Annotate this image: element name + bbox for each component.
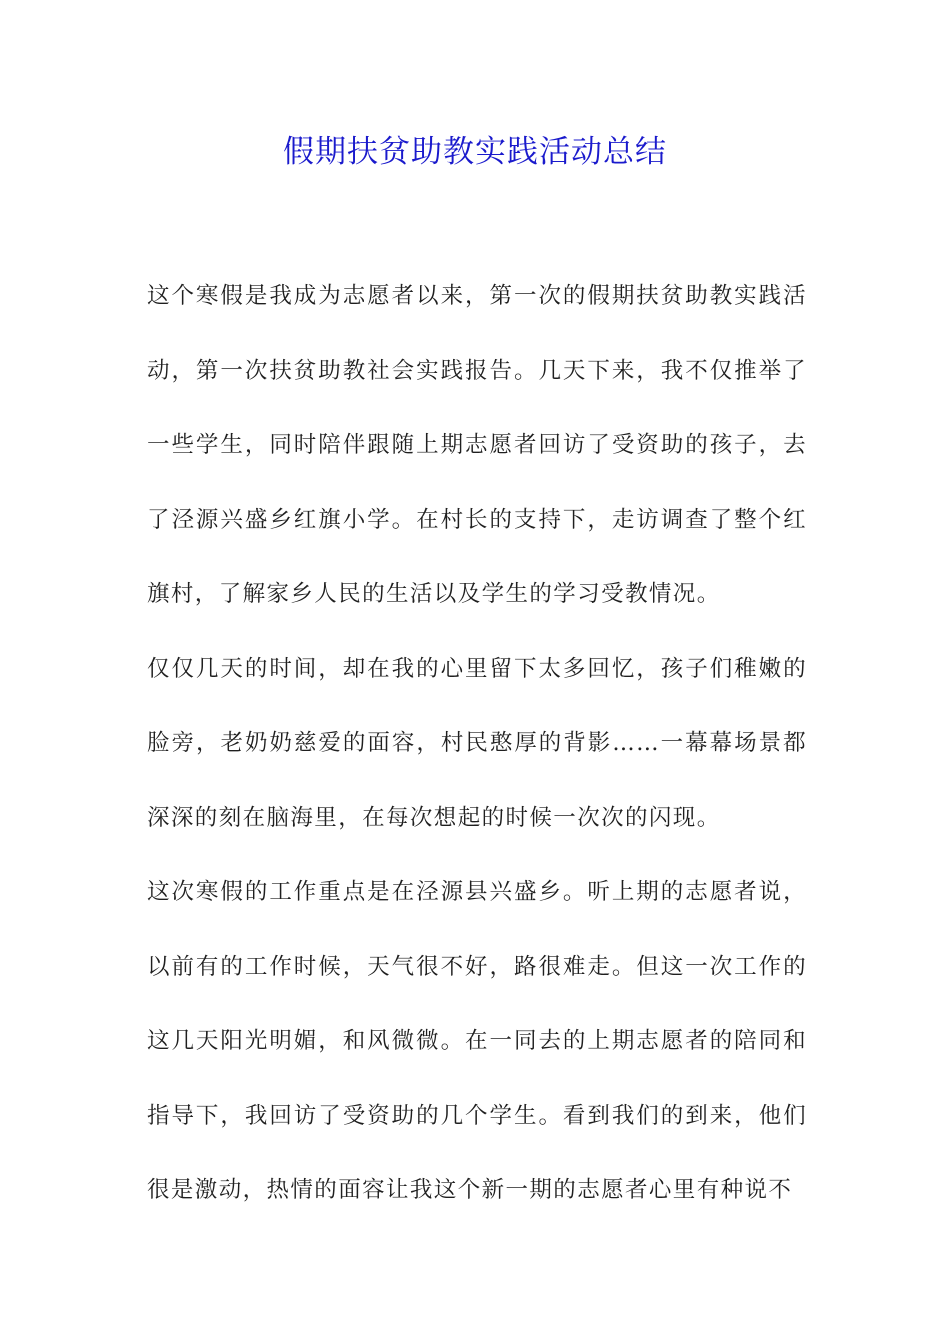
document-body [147,259,807,1228]
paragraph-1: 这个寒假是我成为志愿者以来，第一次的假期扶贫助教实践活动，第一次扶贫助教社会实践报告。几天下来，我不仅推举了一些学生，同时陪伴跟随上期志愿者回访了受资助的孩子，去了泾源兴盛乡红旗小学。在村长的支持下，走访调查了整个红旗村，了解家乡人民的生活以及学生的学习受教情况。 [147,283,807,607]
paragraph-2: 仅仅几天的时间，却在我的心里留下太多回忆，孩子们稚嫩的脸旁，老奶奶慈爱的面容，村民憨厚的背影……一幕幕场景都深深的刻在脑海里，在每次想起的时候一次次的闪现。 [147,655,807,831]
paragraph-3: 这次寒假的工作重点是在泾源县兴盛乡。听上期的志愿者说，以前有的工作时候，天气很不好，路很难走。但这一次工作的这几天阳光明媚，和风微微。在一同去的上期志愿者的陪同和指导下，我回访了受资助的几个学生。看到我们的到来，他们很是激动，热情的面容让我这个新一期的志愿者心里有种说不 [147,879,807,1203]
document-title: 假期扶贫助教实践活动总结 [283,134,667,170]
